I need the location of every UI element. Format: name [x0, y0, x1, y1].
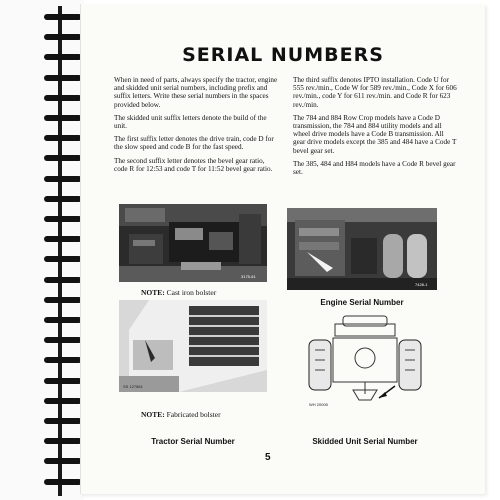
paragraph: The second suffix letter denotes the bevel gear ratio, code R for 12:53 and code T for 11:52 bevel gear ratio.: [114, 156, 273, 173]
binding-coil: [44, 479, 82, 485]
binding-coil: [44, 216, 82, 222]
fabricated-bolster-photo: [119, 300, 267, 392]
caption-text: Cast iron bolster: [166, 288, 217, 297]
binding-coil: [44, 95, 82, 101]
caption-text: Fabricated bolster: [166, 410, 221, 419]
binding-coil: [44, 418, 82, 424]
binding-coil: [44, 297, 82, 303]
binding-coil: [44, 277, 82, 283]
tractor-serial-heading: Tractor Serial Number: [151, 437, 235, 446]
note-label: NOTE:: [141, 288, 165, 297]
binding-coil: [44, 135, 82, 141]
skidded-unit-serial-heading: Skidded Unit Serial Number: [312, 437, 418, 446]
binding-coil: [44, 398, 82, 404]
binding-coil: [44, 155, 82, 161]
paragraph: When in need of parts, always specify the tractor, engine and skidded unit serial numbers, including prefix and suffix letters. Write these serial numbers in the spaces provided below.: [114, 76, 278, 109]
manual-page: [80, 4, 485, 494]
photo-code: WH 20005: [309, 402, 328, 407]
note-label: NOTE:: [141, 410, 165, 419]
binding-coil: [44, 54, 82, 60]
paragraph: The 784 and 884 Row Crop models have a Code D transmission, the 784 and 884 utility models and all wheel drive models have a Code B transmission. All gear drive models except the 385 and 484 have a Code T bevel gear set.: [293, 113, 457, 155]
engine-photo: [287, 208, 437, 290]
paragraph: The third suffix denotes IPTO installation. Code U for 555 rev./min., Code W for 589 rev./min., Code X for 606 rev./min., code Y for 611 rev./min. and Code R for 623 rev./min.: [293, 76, 457, 109]
binding-coil: [44, 75, 82, 81]
paragraph: The skidded unit suffix letters denote the build of the unit.: [114, 113, 267, 131]
page-number: 5: [265, 452, 271, 463]
cast-iron-caption: [141, 288, 216, 297]
binding-coil: [44, 115, 82, 121]
binding-coil: [44, 378, 82, 384]
page-title: SERIAL NUMBERS: [182, 44, 384, 66]
binding-coil: [44, 196, 82, 202]
photo-code: 3175-61: [241, 274, 256, 279]
skidded-unit-diagram: [295, 310, 435, 414]
fabricated-caption: [141, 410, 221, 419]
binding-coil: [44, 357, 82, 363]
engine-serial-heading: Engine Serial Number: [320, 298, 404, 307]
binding-coil: [44, 337, 82, 343]
binding-coil: [44, 14, 82, 20]
binding-coil: [44, 317, 82, 323]
paragraph: The 385, 484 and H84 models have a Code R bevel gear set.: [293, 159, 456, 177]
photo-code: 7428-1: [415, 282, 428, 287]
photo-code: SS 127861: [123, 384, 143, 389]
cast-iron-bolster-photo: [119, 204, 267, 282]
binding-coil: [44, 34, 82, 40]
right-text-column: [293, 76, 457, 181]
binding-coil: [44, 176, 82, 182]
paragraph: The first suffix letter denotes the drive train, code D for the slow speed and code B for the fast speed.: [114, 135, 274, 152]
binding-coil: [44, 236, 82, 242]
binding-coil: [44, 438, 82, 444]
left-text-column: [114, 76, 278, 178]
binding-coil: [44, 458, 82, 464]
binding-coil: [44, 256, 82, 262]
